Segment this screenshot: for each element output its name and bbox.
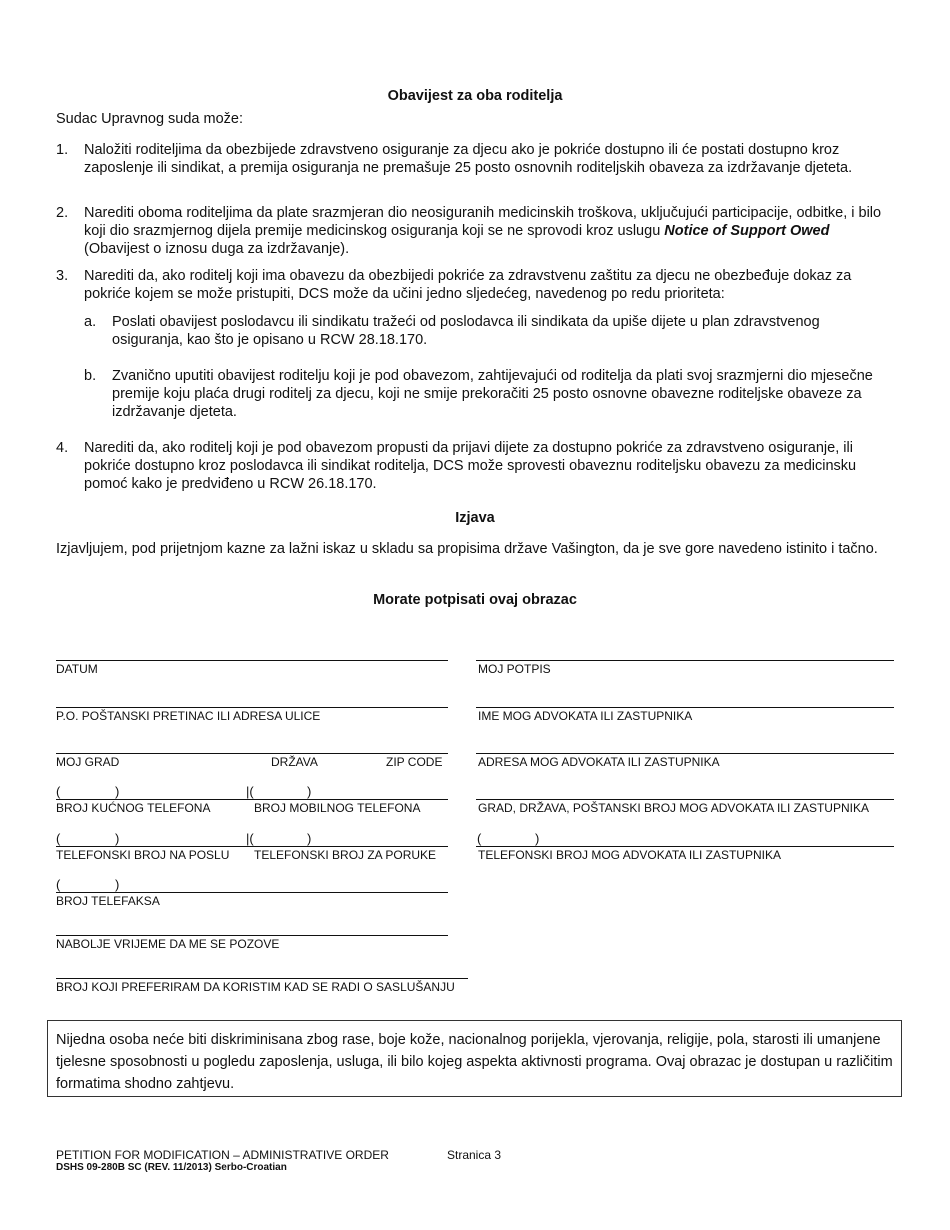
signature-label: MOJ POTPIS bbox=[478, 662, 551, 676]
address-label: P.O. POŠTANSKI PRETINAC ILI ADRESA ULICE bbox=[56, 709, 321, 723]
phone-close-paren: ) bbox=[115, 877, 120, 892]
phone-open-paren: |( bbox=[246, 831, 254, 846]
attorney-city-label: GRAD, DRŽAVA, POŠTANSKI BROJ MOG ADVOKATA ILI ZASTUPNIKA bbox=[478, 801, 869, 815]
attorney-name-line[interactable] bbox=[476, 707, 894, 708]
non-discrimination-notice: Nijedna osoba neće biti diskriminisana zbog rase, boje kože, nacionalnog porijekla, vjerovanja, religije, pola, starosti ili umanjene tjelesne sposobnosti u pogledu zaposlenja, usluga, ili bilo kojeg aspekta aktivnosti programa. Ovaj obrazac je dostupan u različitim formatima shodno zahtjevu. bbox=[47, 1020, 902, 1097]
attorney-name-label: IME MOG ADVOKATA ILI ZASTUPNIKA bbox=[478, 709, 693, 723]
footer-form-id: DSHS 09-280B SC (REV. 11/2013) Serbo-Croatian bbox=[56, 1162, 287, 1173]
mobile-phone-label: BROJ MOBILNOG TELEFONA bbox=[254, 801, 421, 815]
work-phone-label: TELEFONSKI BROJ NA POSLU bbox=[56, 848, 230, 862]
best-time-line[interactable] bbox=[56, 935, 448, 936]
fax-label: BROJ TELEFAKSA bbox=[56, 894, 160, 908]
home-phone-label: BROJ KUĆNOG TELEFONA bbox=[56, 801, 211, 815]
phone-open-paren: |( bbox=[246, 784, 254, 799]
attorney-phone-label: TELEFONSKI BROJ MOG ADVOKATA ILI ZASTUPNIKA bbox=[478, 848, 781, 862]
notice-of-support-owed-emphasis: Notice of Support Owed bbox=[664, 223, 830, 239]
phone-open-paren: ( bbox=[56, 877, 61, 892]
phone-close-paren: ) bbox=[535, 831, 540, 846]
item-3b-text: Zvanično uputiti obavijest roditelju koji je pod obavezom, zahtijevajući od roditelja da plati svoj srazmjerni dio mjesečne premije koju plaća drugi roditelj za djecu, koji ne smije prekoračiti 25 posto osnovne obavezne roditeljske obaveze za izdržavanje djeteta. bbox=[112, 368, 873, 420]
item-number: 2. bbox=[56, 205, 69, 221]
sign-heading: Morate potpisati ovaj obrazac bbox=[373, 592, 577, 608]
fax-line[interactable] bbox=[56, 892, 448, 893]
footer-form-title: PETITION FOR MODIFICATION – ADMINISTRATIVE ORDER bbox=[56, 1148, 389, 1162]
item-number: 4. bbox=[56, 440, 69, 456]
item-3a-text: Poslati obavijest poslodavcu ili sindikatu tražeći od poslodavca ili sindikata da upiše dijete u plan zdravstvenog osiguranja, kao što je opisano u RCW 28.18.170. bbox=[112, 314, 820, 348]
signature-line[interactable] bbox=[476, 660, 894, 661]
phone-close-paren: ) bbox=[115, 831, 120, 846]
message-phone-label: TELEFONSKI BROJ ZA PORUKE bbox=[254, 848, 437, 862]
preferred-number-line[interactable] bbox=[56, 978, 468, 979]
state-label: DRŽAVA bbox=[271, 755, 318, 769]
attorney-phone-line[interactable] bbox=[476, 846, 894, 847]
declaration-heading: Izjava bbox=[455, 510, 495, 526]
date-line[interactable] bbox=[56, 660, 448, 661]
item-1-text: Naložiti roditeljima da obezbijede zdravstveno osiguranje za djecu ako je pokriće dostupno ili će postati dostupno kroz zaposlenje ili sindikat, a premija osiguranja ne premašuje 25 posto osnovnih roditeljskih obaveza za izdržavanje djeteta. bbox=[84, 142, 853, 176]
date-label: DATUM bbox=[56, 662, 98, 676]
attorney-address-line[interactable] bbox=[476, 753, 894, 754]
declaration-text: Izjavljujem, pod prijetnjom kazne za lažni iskaz u skladu sa propisima države Vašington, da je sve gore navedeno istinito i tačno. bbox=[56, 541, 878, 557]
attorney-city-line[interactable] bbox=[476, 799, 894, 800]
item-4-text: Narediti da, ako roditelj koji je pod obavezom propusti da prijavi dijete za dostupno pokriće za zdravstveno osiguranje, ili pokriće dostupno kroz poslodavca ili sindikat roditelja, DCS može sprovesti obaveznu roditeljsku obavezu za medicinsku pomoć kako je predviđeno u RCW 26.18.170. bbox=[84, 440, 857, 492]
phone-open-paren: ( bbox=[477, 831, 482, 846]
item-3-text: Narediti da, ako roditelj koji ima obavezu da obezbijedi pokriće za zdravstvenu zaštitu za djecu ne obezbeđuje dokaz za pokriće kojem se može pristupiti, DCS može da učini jedno sljedećeg, navedenog po redu prioriteta: bbox=[84, 268, 852, 302]
best-time-label: NABOLJE VRIJEME DA ME SE POZOVE bbox=[56, 937, 280, 951]
phone-close-paren: ) bbox=[115, 784, 120, 799]
zip-label: ZIP CODE bbox=[386, 755, 443, 769]
subitem-letter: b. bbox=[84, 368, 97, 384]
phone-work-message-line[interactable] bbox=[56, 846, 448, 847]
subitem-letter: a. bbox=[84, 314, 97, 330]
item-number: 3. bbox=[56, 268, 69, 284]
city-label: MOJ GRAD bbox=[56, 755, 120, 769]
phone-open-paren: ( bbox=[56, 831, 61, 846]
footer-page-number: Stranica 3 bbox=[447, 1148, 502, 1162]
preferred-number-label: BROJ KOJI PREFERIRAM DA KORISTIM KAD SE RADI O SASLUŠANJU bbox=[56, 980, 455, 994]
city-state-zip-line[interactable] bbox=[56, 753, 448, 754]
item-2-text: Narediti oboma roditeljima da plate srazmjeran dio neosiguranih medicinskih troškova, uključujući participacije, odbitke, i bilo koji dio srazmjernog dijela premije medicinskog osiguranja koji se ne sprovodi kroz uslugu Notice of Support Owed (Obavijest o iznosu duga za izdržavanje). bbox=[84, 205, 882, 257]
phone-close-paren: ) bbox=[307, 784, 312, 799]
address-line[interactable] bbox=[56, 707, 448, 708]
phone-home-mobile-line[interactable] bbox=[56, 799, 448, 800]
notice-heading: Obavijest za oba roditelja bbox=[387, 88, 563, 104]
phone-open-paren: ( bbox=[56, 784, 61, 799]
attorney-address-label: ADRESA MOG ADVOKATA ILI ZASTUPNIKA bbox=[478, 755, 720, 769]
phone-close-paren: ) bbox=[307, 831, 312, 846]
intro-text: Sudac Upravnog suda može: bbox=[56, 111, 243, 127]
item-number: 1. bbox=[56, 142, 69, 158]
